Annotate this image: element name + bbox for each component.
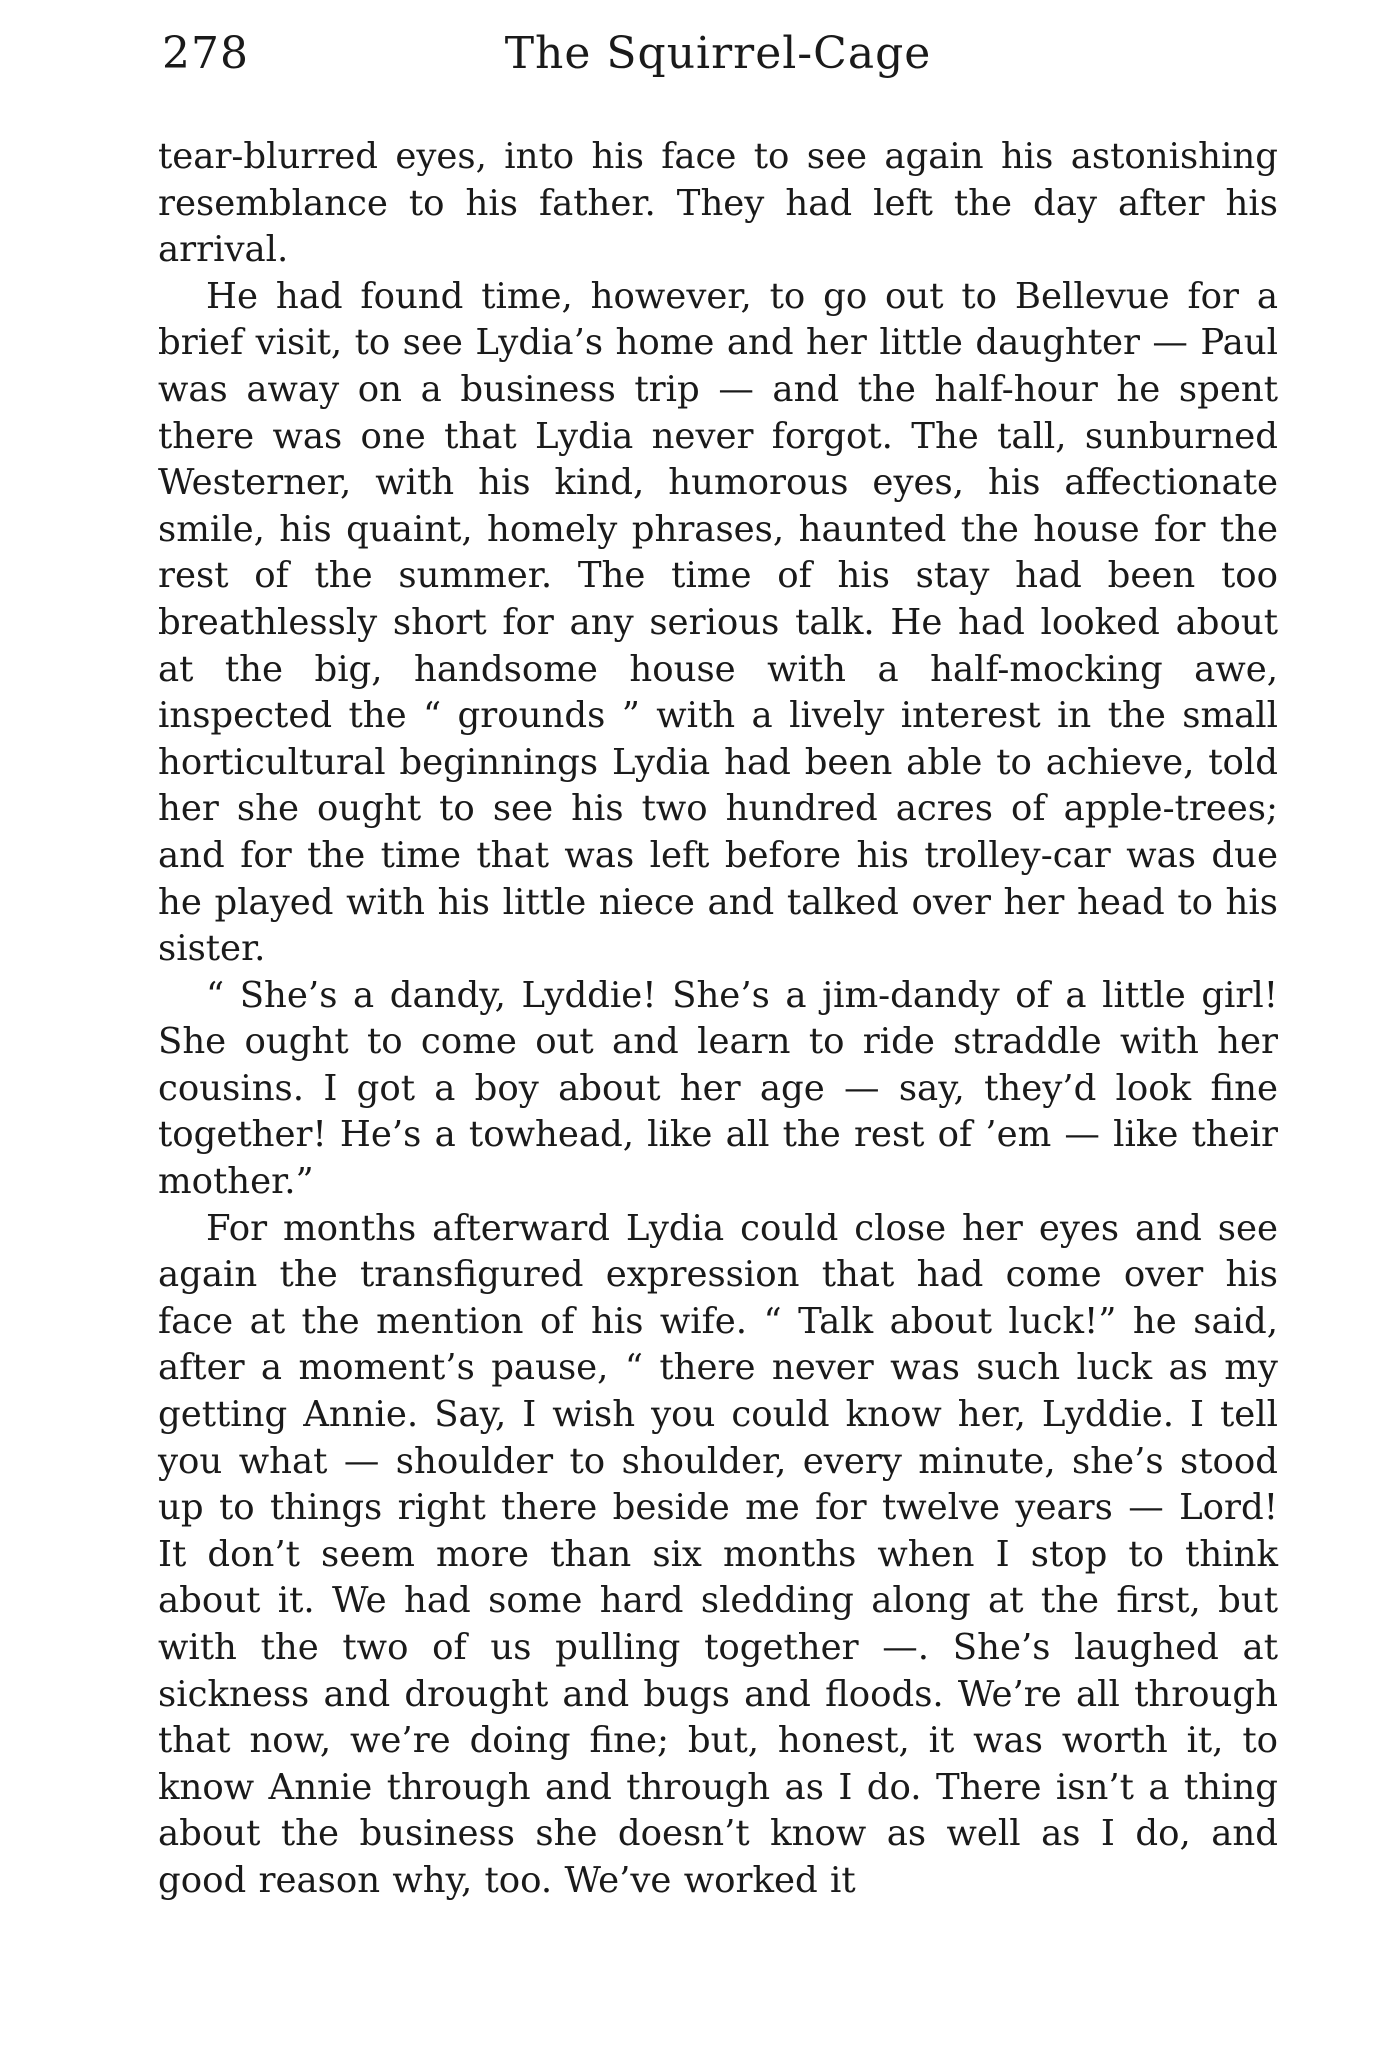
running-head (158, 20, 1278, 110)
running-title: The Squirrel-Cage (504, 28, 932, 79)
page-number: 278 (162, 28, 249, 79)
paragraph-dialogue-dandy: “ She’s a dandy, Lyddie! She’s a jim-dandy of a little girl! She ought to come out and learn to ride straddle with her cousins. I got a boy about her age — say, they’d look fine together! He’s a towhead, like all the rest of ’em — like their mother.” (158, 974, 1278, 1203)
book-page (158, 20, 1278, 1901)
paragraph-bellevue-visit: He had found time, however, to go out to Bellevue for a brief visit, to see Lydia’s home and her little daughter — Paul was away on a business trip — and the half-hour he spent there was one that Lydia never forgot. The tall, sunburned Westerner, with his kind, humorous eyes, his affectionate smile, his quaint, homely phrases, haunted the house for the rest of the summer. The time of his stay had been too breathlessly short for any serious talk. He had looked about at the big, handsome house with a half-mocking awe, inspected the “ grounds ” with a lively interest in the small horticultural beginnings Lydia had been able to achieve, told her she ought to see his two hundred acres of apple-trees; and for the time that was left before his trolley-car was due he played with his little niece and talked over her head to his sister. (158, 275, 1278, 970)
paragraph-annie: For months afterward Lydia could close her eyes and see again the transfigured expression that had come over his face at the mention of his wife. “ Talk about luck!” he said, after a moment’s pause, “ there never was such luck as my getting Annie. Say, I wish you could know her, Lyddie. I tell you what — shoulder to shoulder, every minute, she’s stood up to things right there beside me for twelve years — Lord! It don’t seem more than six months when I stop to think about it. We had some hard sledding along at the first, but with the two of us pulling together —. She’s laughed at sickness and drought and bugs and floods. We’re all through that now, we’re doing fine; but, honest, it was worth it, to know Annie through and through as I do. There isn’t a thing about the business she doesn’t know as well as I do, and good reason why, too. We’ve worked it (158, 1207, 1278, 1901)
body-text (158, 134, 1278, 1905)
paragraph-continuation: tear-blurred eyes, into his face to see again his astonishing resemblance to his father. They had left the day after his arrival. (158, 136, 1278, 271)
